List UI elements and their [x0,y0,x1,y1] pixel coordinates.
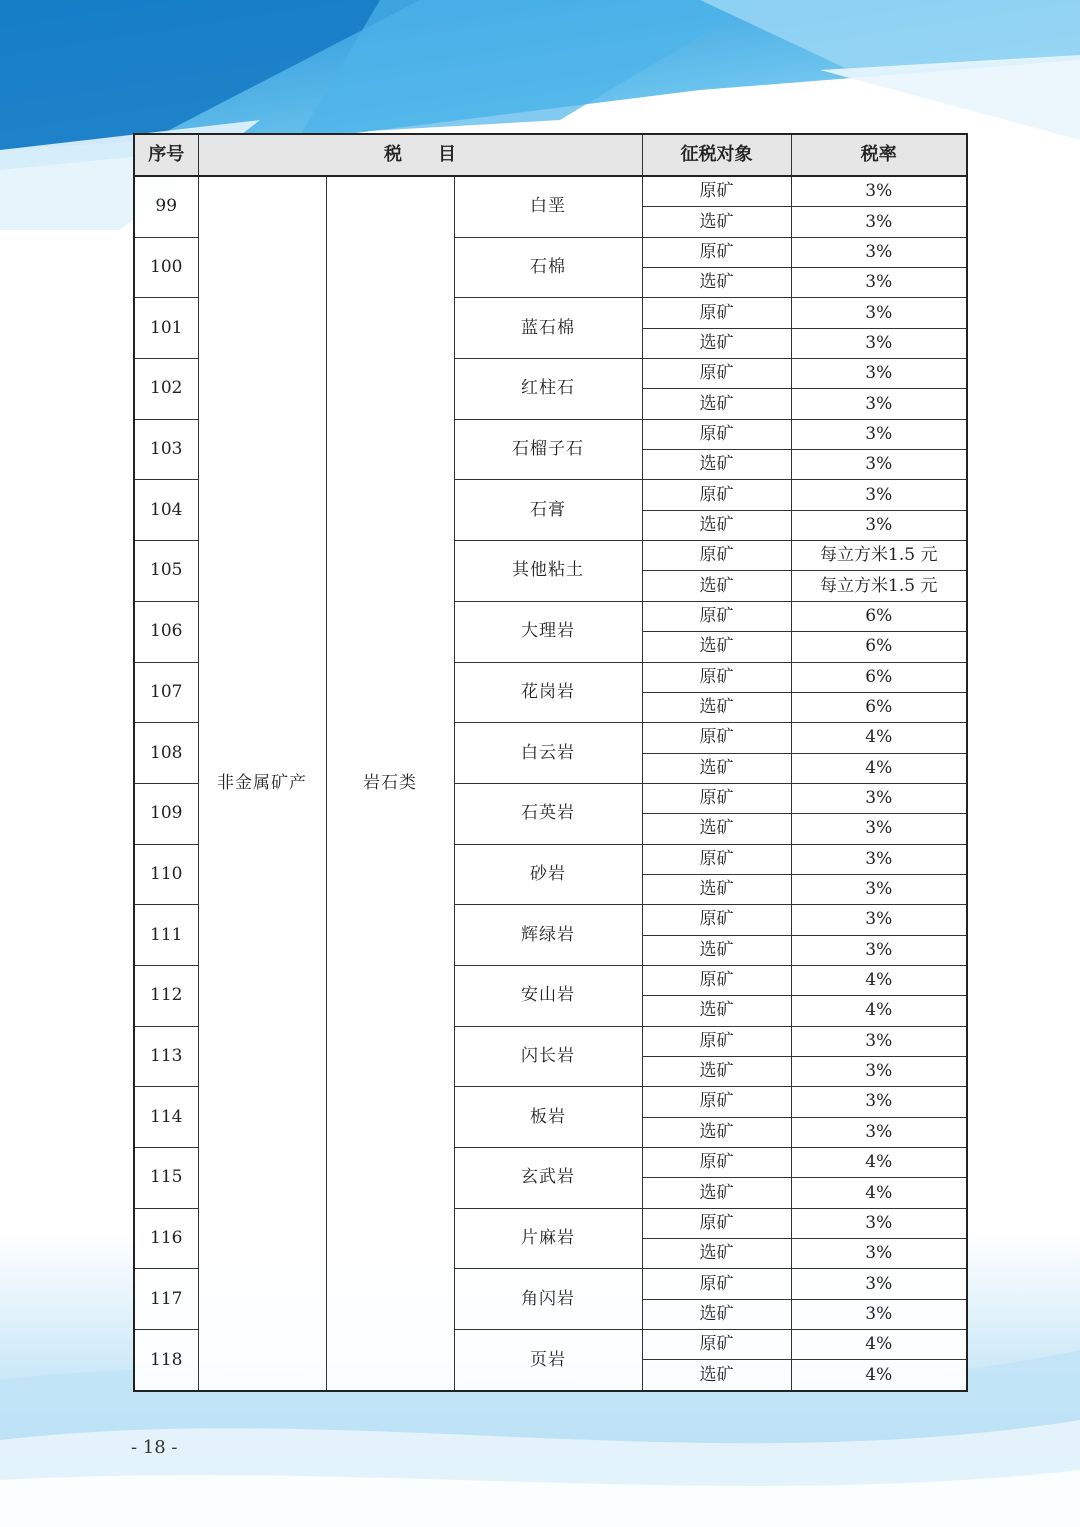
row-seq: 101 [134,298,198,359]
tax-object-raw: 原矿 [642,480,791,510]
tax-rate-raw: 3% [791,1269,967,1299]
category-cell: 非金属矿产 [198,176,326,1391]
tax-rate-raw: 6% [791,662,967,692]
mineral-name: 其他粘土 [454,541,642,602]
tax-rate-raw: 3% [791,480,967,510]
tax-object-raw: 原矿 [642,1148,791,1178]
header-tax-item: 税 目 [198,134,642,176]
tax-object-dressed: 选矿 [642,996,791,1026]
header-tax-object: 征税对象 [642,134,791,176]
tax-rate-dressed: 3% [791,1056,967,1086]
mineral-name: 红柱石 [454,359,642,420]
mineral-name: 蓝石棉 [454,298,642,359]
row-seq: 107 [134,662,198,723]
mineral-name: 石棉 [454,237,642,298]
tax-object-dressed: 选矿 [642,328,791,358]
tax-object-dressed: 选矿 [642,1178,791,1208]
mineral-name: 辉绿岩 [454,905,642,966]
tax-rate-raw: 3% [791,905,967,935]
tax-object-raw: 原矿 [642,1208,791,1238]
tax-rate-dressed: 4% [791,1360,967,1391]
mineral-name: 安山岩 [454,965,642,1026]
table-header-row [134,134,967,176]
row-seq: 99 [134,176,198,237]
tax-rate-raw: 每立方米1.5 元 [791,541,967,571]
mineral-name: 白垩 [454,176,642,237]
tax-object-dressed: 选矿 [642,389,791,419]
tax-object-raw: 原矿 [642,176,791,207]
tax-object-dressed: 选矿 [642,268,791,298]
mineral-name: 砂岩 [454,844,642,905]
resource-tax-table [133,133,968,1392]
tax-object-raw: 原矿 [642,237,791,267]
tax-object-raw: 原矿 [642,541,791,571]
row-seq: 114 [134,1087,198,1148]
tax-rate-dressed: 6% [791,692,967,722]
tax-rate-dressed: 4% [791,753,967,783]
tax-object-raw: 原矿 [642,359,791,389]
tax-object-raw: 原矿 [642,844,791,874]
mineral-name: 板岩 [454,1087,642,1148]
tax-rate-dressed: 3% [791,268,967,298]
tax-rate-dressed: 3% [791,328,967,358]
mineral-name: 石膏 [454,480,642,541]
row-seq: 108 [134,723,198,784]
tax-object-dressed: 选矿 [642,632,791,662]
tax-rate-dressed: 4% [791,1178,967,1208]
tax-object-dressed: 选矿 [642,1117,791,1147]
tax-object-raw: 原矿 [642,298,791,328]
tax-rate-raw: 3% [791,783,967,813]
mineral-name: 片麻岩 [454,1208,642,1269]
mineral-name: 大理岩 [454,601,642,662]
tax-object-raw: 原矿 [642,1087,791,1117]
tax-rate-raw: 3% [791,1026,967,1056]
row-seq: 105 [134,541,198,602]
tax-rate-raw: 3% [791,359,967,389]
row-seq: 118 [134,1330,198,1391]
tax-rate-dressed: 3% [791,1239,967,1269]
row-seq: 103 [134,419,198,480]
tax-object-dressed: 选矿 [642,1360,791,1391]
tax-object-dressed: 选矿 [642,450,791,480]
tax-rate-dressed: 3% [791,814,967,844]
tax-rate-dressed: 每立方米1.5 元 [791,571,967,601]
row-seq: 112 [134,965,198,1026]
mineral-name: 石英岩 [454,783,642,844]
tax-rate-dressed: 3% [791,1299,967,1329]
row-seq: 104 [134,480,198,541]
tax-object-dressed: 选矿 [642,874,791,904]
tax-rate-raw: 4% [791,723,967,753]
tax-object-dressed: 选矿 [642,510,791,540]
tax-object-raw: 原矿 [642,783,791,813]
mineral-name: 白云岩 [454,723,642,784]
tax-object-dressed: 选矿 [642,571,791,601]
mineral-name: 玄武岩 [454,1148,642,1209]
tax-rate-dressed: 3% [791,935,967,965]
tax-rate-raw: 3% [791,1087,967,1117]
tax-rate-raw: 4% [791,1148,967,1178]
tax-object-dressed: 选矿 [642,814,791,844]
tax-object-dressed: 选矿 [642,1239,791,1269]
table-body [134,176,967,1391]
tax-object-raw: 原矿 [642,419,791,449]
tax-rate-dressed: 3% [791,1117,967,1147]
row-seq: 116 [134,1208,198,1269]
subcategory-cell: 岩石类 [326,176,454,1391]
tax-rate-raw: 3% [791,1208,967,1238]
row-seq: 110 [134,844,198,905]
tax-rate-dressed: 3% [791,389,967,419]
tax-rate-raw: 4% [791,1330,967,1360]
tax-rate-raw: 6% [791,601,967,631]
page-number: - 18 - [131,1437,178,1458]
tax-object-raw: 原矿 [642,1026,791,1056]
mineral-name: 闪长岩 [454,1026,642,1087]
tax-object-dressed: 选矿 [642,1299,791,1329]
tax-rate-raw: 4% [791,965,967,995]
tax-object-raw: 原矿 [642,905,791,935]
mineral-name: 页岩 [454,1330,642,1391]
tax-rate-dressed: 3% [791,450,967,480]
tax-table-container [133,133,966,1392]
tax-object-raw: 原矿 [642,723,791,753]
tax-object-dressed: 选矿 [642,692,791,722]
tax-rate-dressed: 4% [791,996,967,1026]
row-seq: 115 [134,1148,198,1209]
row-seq: 111 [134,905,198,966]
tax-object-raw: 原矿 [642,662,791,692]
tax-rate-raw: 3% [791,176,967,207]
row-seq: 106 [134,601,198,662]
row-seq: 113 [134,1026,198,1087]
tax-rate-dressed: 3% [791,207,967,237]
header-tax-rate: 税率 [791,134,967,176]
table-row [134,176,967,207]
tax-rate-dressed: 3% [791,874,967,904]
mineral-name: 石榴子石 [454,419,642,480]
tax-object-dressed: 选矿 [642,935,791,965]
tax-object-dressed: 选矿 [642,753,791,783]
tax-object-raw: 原矿 [642,1330,791,1360]
tax-object-dressed: 选矿 [642,207,791,237]
tax-rate-raw: 3% [791,298,967,328]
tax-object-raw: 原矿 [642,601,791,631]
mineral-name: 角闪岩 [454,1269,642,1330]
row-seq: 102 [134,359,198,420]
tax-object-raw: 原矿 [642,965,791,995]
tax-rate-dressed: 6% [791,632,967,662]
tax-object-dressed: 选矿 [642,1056,791,1086]
header-seq: 序号 [134,134,198,176]
tax-rate-dressed: 3% [791,510,967,540]
tax-rate-raw: 3% [791,237,967,267]
tax-object-raw: 原矿 [642,1269,791,1299]
tax-rate-raw: 3% [791,419,967,449]
tax-rate-raw: 3% [791,844,967,874]
row-seq: 100 [134,237,198,298]
mineral-name: 花岗岩 [454,662,642,723]
row-seq: 109 [134,783,198,844]
row-seq: 117 [134,1269,198,1330]
